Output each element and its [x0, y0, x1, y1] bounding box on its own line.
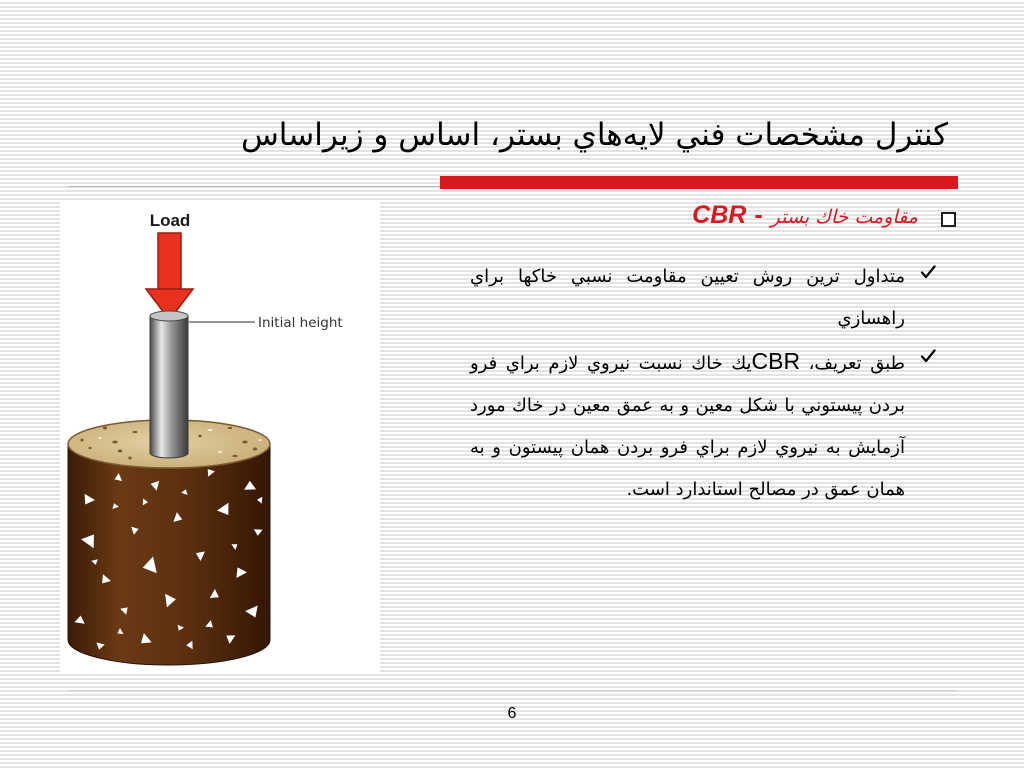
footer-divider: [68, 690, 958, 691]
definition-cbr: CBR: [751, 348, 801, 374]
slide-title: کنترل مشخصات فني لايه‌هاي بستر، اساس و زيراساس: [240, 117, 948, 153]
section-heading: [692, 201, 918, 230]
heading-latin: CBR: [692, 201, 747, 229]
soil-top-speckle: [118, 450, 122, 453]
soil-top-speckle: [128, 457, 131, 460]
check-icon: [920, 348, 936, 364]
soil-top-speckle: [132, 431, 138, 433]
title-divider-red: [440, 176, 958, 189]
bullet-text-common-method: متداول ترين روش تعيين مقاومت نسبي خاكها براي راهسازي: [470, 266, 905, 329]
list-item: [470, 340, 936, 511]
soil-top-speckle: [207, 429, 213, 431]
soil-top-speckle: [198, 435, 201, 438]
soil-top-speckle: [98, 437, 101, 439]
load-label: Load: [149, 211, 191, 230]
title-divider-gray: [68, 186, 440, 187]
load-arrow-shaft: [158, 233, 181, 291]
piston-top: [150, 311, 188, 321]
soil-top-speckle: [242, 441, 248, 444]
heading-separator: -: [754, 201, 763, 229]
soil-top-speckle: [258, 439, 261, 441]
initial-height-label: Initial height: [258, 315, 343, 331]
piston-body: [150, 316, 188, 458]
bullet-list: [470, 256, 936, 511]
definition-lead: طبق تعريف،: [800, 353, 905, 374]
cbr-test-illustration: [60, 200, 380, 672]
soil-top-speckle: [218, 451, 222, 453]
heading-persian: مقاومت خاك بستر: [770, 206, 918, 228]
piston: [150, 311, 188, 458]
page-number: 6: [507, 705, 517, 722]
soil-top-speckle: [103, 427, 107, 430]
list-item: [470, 256, 936, 340]
soil-top-speckle: [80, 439, 83, 442]
definition-body: يك خاك نسبت نيروي لازم براي فرو بردن پيستوني با شكل معين و به عمق معين در خاك مورد آزمايش به نيروي لازم براي فرو بردن همان پيستون و به همان عمق در مصالح استاندارد است.: [470, 353, 905, 500]
soil-top-speckle: [228, 427, 232, 429]
soil-body: [68, 444, 270, 665]
soil-top-speckle: [232, 455, 238, 457]
soil-top-speckle: [112, 441, 118, 444]
soil-top-speckle: [88, 447, 91, 449]
soil-top-speckle: [253, 448, 257, 451]
square-outline-icon: [941, 212, 956, 227]
bullet-text-definition: [470, 340, 905, 511]
check-icon: [920, 264, 936, 280]
